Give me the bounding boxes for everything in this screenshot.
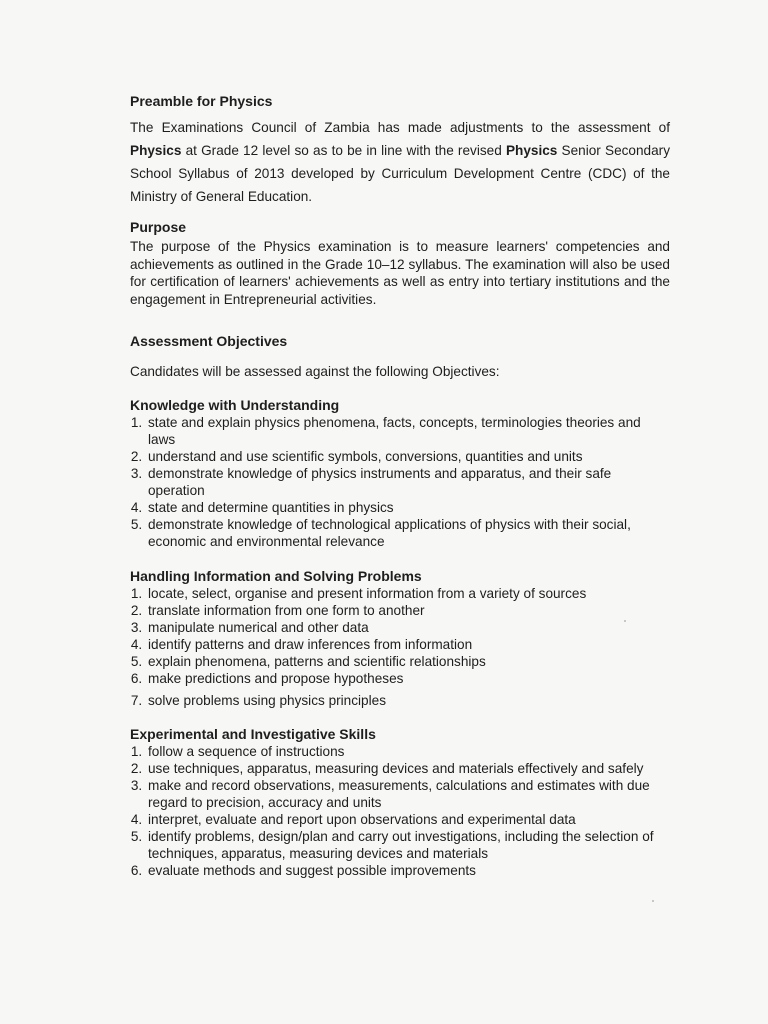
list-item: 1. follow a sequence of instructions [146, 743, 670, 760]
knowledge-list [130, 414, 670, 550]
list-item: 5. demonstrate knowledge of technological applications of physics with their social, economic and environmental relevance [146, 516, 670, 550]
list-item: 5. identify problems, design/plan and carry out investigations, including the selection of techniques, apparatus, measuring devices and materials [146, 828, 670, 862]
assessment-intro: Candidates will be assessed against the following Objectives: [130, 364, 500, 379]
list-item: 6. evaluate methods and suggest possible improvements [146, 862, 670, 879]
purpose-heading: Purpose [130, 219, 187, 235]
list-item: 3. demonstrate knowledge of physics instruments and apparatus, and their safe operation [146, 465, 670, 499]
list-item: 4. state and determine quantities in physics [146, 499, 670, 516]
list-item: 5. explain phenomena, patterns and scientific relationships [146, 653, 670, 670]
preamble-heading: Preamble for Physics [130, 93, 273, 109]
scan-speck [652, 900, 654, 902]
assessment-objectives-heading: Assessment Objectives [130, 333, 288, 349]
experimental-section [130, 725, 670, 879]
list-item: 2. translate information from one form to another [146, 602, 670, 619]
purpose-paragraph: The purpose of the Physics examination is to measure learners' competencies and achievements as outlined in the Grade 10–12 syllabus. The examination will also be used for certification of learners' achievements as well as entry into tertiary institutions and the engagement in Entrepreneurial activities. [130, 239, 670, 307]
list-item: 2. use techniques, apparatus, measuring devices and materials effectively and safely [146, 760, 670, 777]
purpose-section [130, 218, 670, 308]
experimental-list [130, 743, 670, 879]
preamble-paragraph: The Examinations Council of Zambia has made adjustments to the assessment of Physics at Grade 12 level so as to be in line with the revised Physics Senior Secondary School Syllabus of 2013 developed by Curriculum Development Centre (CDC) of the Ministry of General Education. [130, 120, 670, 204]
knowledge-heading: Knowledge with Understanding [130, 397, 340, 413]
handling-section [130, 567, 670, 709]
list-item: 7. solve problems using physics principles [146, 692, 670, 709]
assessment-objectives-section [130, 332, 670, 379]
list-item: 3. manipulate numerical and other data [146, 619, 670, 636]
list-item: 1. state and explain physics phenomena, facts, concepts, terminologies theories and laws [146, 414, 670, 448]
list-item: 6. make predictions and propose hypotheses [146, 670, 670, 687]
experimental-heading: Experimental and Investigative Skills [130, 726, 376, 742]
handling-list [130, 585, 670, 709]
list-item: 1. locate, select, organise and present information from a variety of sources [146, 585, 670, 602]
list-item: 4. interpret, evaluate and report upon observations and experimental data [146, 811, 670, 828]
list-item: 4. identify patterns and draw inferences from information [146, 636, 670, 653]
preamble-section [130, 92, 670, 208]
list-item: 2. understand and use scientific symbols, conversions, quantities and units [146, 448, 670, 465]
handling-heading: Handling Information and Solving Problems [130, 568, 422, 584]
scan-speck [624, 620, 626, 622]
list-item: 3. make and record observations, measurements, calculations and estimates with due regard to precision, accuracy and units [146, 777, 670, 811]
knowledge-section [130, 396, 670, 550]
